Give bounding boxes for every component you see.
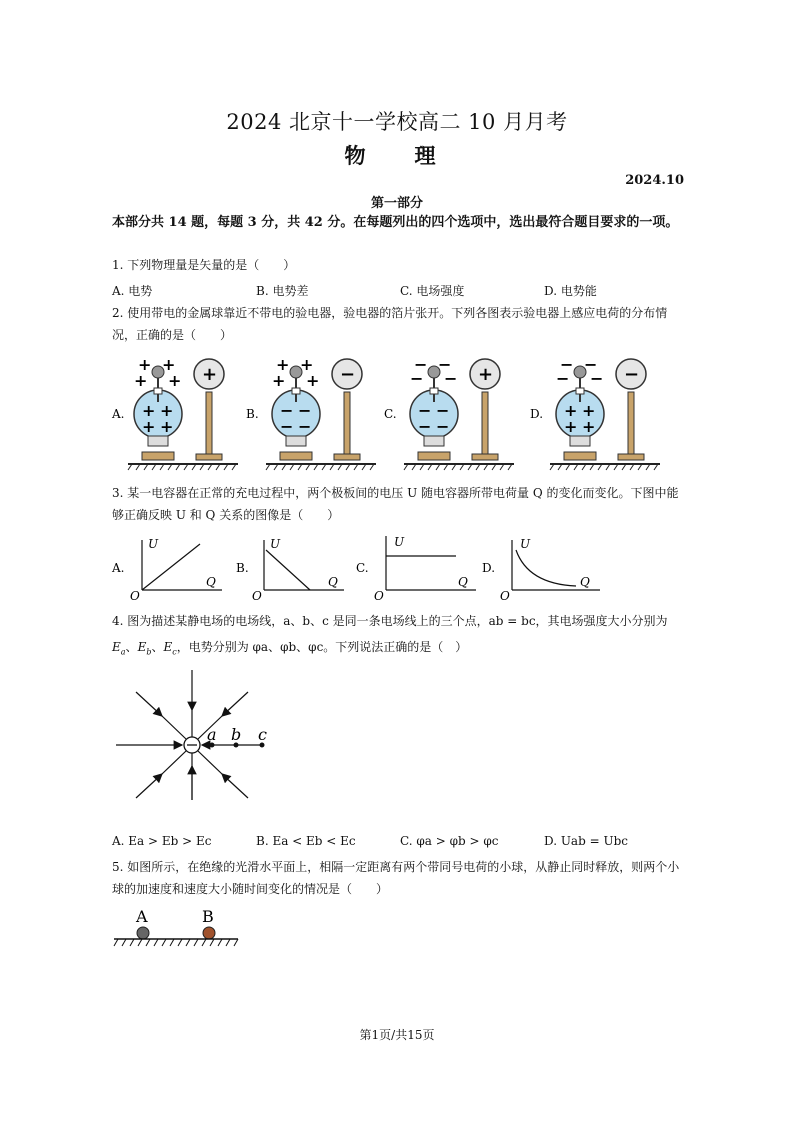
- svg-text:−: −: [436, 401, 450, 420]
- q2-stem: 2. 使用带电的金属球靠近不带电的验电器，验电器的箔片张开。下列各图表示验电器上感应电荷的分布情况，正确的是（ ）: [112, 306, 668, 342]
- q5-stem: 5. 如图所示，在绝缘的光滑水平面上，相隔一定距离有两个带同号电荷的小球，从静止同时释放，则两个小球的加速度和速度大小随时间变化的情况是（ ）: [112, 860, 680, 896]
- svg-text:O: O: [130, 589, 140, 603]
- ball-a-label: A: [136, 907, 148, 926]
- ball-b: [203, 927, 215, 939]
- q2-figure-c: [404, 355, 514, 470]
- svg-text:U: U: [394, 535, 405, 549]
- svg-text:+: +: [160, 401, 174, 420]
- svg-text:+: +: [582, 401, 596, 420]
- q4-option-c: C. φa > φb > φc: [400, 834, 499, 848]
- svg-text:−: −: [438, 355, 452, 374]
- svg-text:−: −: [298, 401, 312, 420]
- svg-text:−: −: [624, 364, 640, 385]
- q4-option-d: D. Uab = Ubc: [544, 834, 628, 848]
- svg-text:Q: Q: [580, 575, 590, 589]
- svg-text:−: −: [556, 369, 570, 388]
- svg-text:+: +: [134, 371, 148, 390]
- svg-text:+: +: [300, 355, 314, 374]
- q3-label-b: B.: [236, 561, 249, 575]
- svg-text:−: −: [298, 417, 312, 436]
- q1-stem: 1. 下列物理量是矢量的是（ ）: [112, 258, 296, 272]
- svg-text:Q: Q: [206, 575, 216, 589]
- svg-text:O: O: [500, 589, 510, 603]
- point-b: b: [231, 725, 242, 744]
- svg-text:−: −: [280, 417, 294, 436]
- ball-a: [137, 927, 149, 939]
- svg-text:U: U: [520, 537, 531, 551]
- svg-text:−: −: [436, 417, 450, 436]
- q1-option-c: C. 电场强度: [400, 284, 465, 298]
- svg-text:Q: Q: [458, 575, 468, 589]
- q2-label-c: C.: [384, 407, 397, 421]
- svg-text:+: +: [306, 371, 320, 390]
- q2-label-b: B.: [246, 407, 259, 421]
- page-footer: 第1页/共15页: [359, 1028, 435, 1042]
- svg-text:+: +: [272, 371, 286, 390]
- q4-option-a: A. Ea > Eb > Ec: [112, 834, 212, 848]
- svg-text:+: +: [276, 355, 290, 374]
- svg-text:−: −: [418, 417, 432, 436]
- part-heading: 第一部分: [370, 196, 423, 211]
- svg-text:+: +: [478, 364, 494, 385]
- svg-text:Q: Q: [328, 575, 338, 589]
- svg-text:U: U: [148, 537, 159, 551]
- q3-label-c: C.: [356, 561, 369, 575]
- q3-graph-c: [374, 535, 476, 603]
- q2-figures: [110, 352, 700, 474]
- svg-text:+: +: [138, 355, 152, 374]
- q2-figure-a: [128, 355, 238, 470]
- exam-date: 2024.10: [625, 173, 684, 188]
- svg-text:−: −: [340, 364, 356, 385]
- svg-text:+: +: [564, 401, 578, 420]
- point-c: c: [258, 725, 267, 744]
- q4-stem-tail: ，电势分别为 φa、φb、φc。下列说法正确的是（ ）: [176, 640, 468, 654]
- q4-stem-line1: 4. 图为描述某静电场的电场线，a、b、c 是同一条电场线上的三个点，ab = bc，其电场强度大小分别为: [112, 614, 668, 628]
- q5-figure: [112, 906, 242, 954]
- svg-text:−: −: [414, 355, 428, 374]
- svg-text:+: +: [162, 355, 176, 374]
- point-a: a: [207, 725, 217, 744]
- q4-field-diagram: [112, 670, 282, 810]
- q1-options: [112, 282, 690, 299]
- svg-text:U: U: [270, 537, 281, 551]
- q4-stem-line2: $E_a$、$E_b$、$E_c$，电势分别为 φa、φb、φc。下列说法正确的是（ ）: [112, 640, 468, 657]
- svg-text:+: +: [142, 401, 156, 420]
- q4-options: [112, 834, 690, 848]
- q2-label-d: D.: [530, 407, 544, 421]
- svg-text:−: −: [560, 355, 574, 374]
- q3-graph-d: [500, 537, 600, 603]
- exam-title: 2024 北京十一学校高二 10 月月考: [226, 110, 568, 134]
- q1-option-b: B. 电势差: [256, 284, 309, 298]
- svg-text:−: −: [590, 369, 604, 388]
- q4-option-b: B. Ea < Eb < Ec: [256, 834, 356, 848]
- q3-graph-b: [252, 537, 344, 603]
- svg-text:−: −: [410, 369, 424, 388]
- q3-graphs: [110, 532, 610, 604]
- svg-text:+: +: [168, 371, 182, 390]
- subject-title: 物 理: [344, 143, 450, 168]
- svg-text:−: −: [418, 401, 432, 420]
- q2-figure-b: [266, 355, 376, 470]
- svg-text:−: −: [280, 401, 294, 420]
- q3-label-a: A.: [112, 561, 125, 575]
- q1-option-d: D. 电势能: [544, 284, 597, 298]
- q3-label-d: D.: [482, 561, 496, 575]
- q3-stem: 3. 某一电容器在正常的充电过程中，两个极板间的电压 U 随电容器所带电荷量 Q 的变化而变化。下图中能够正确反映 U 和 Q 关系的图像是（ ）: [112, 486, 679, 522]
- svg-text:+: +: [160, 417, 174, 436]
- svg-text:+: +: [582, 417, 596, 436]
- svg-text:O: O: [374, 589, 384, 603]
- q2-figure-d: [550, 355, 660, 470]
- svg-text:+: +: [202, 364, 218, 385]
- svg-text:−: −: [584, 355, 598, 374]
- svg-text:−: −: [444, 369, 458, 388]
- svg-text:+: +: [564, 417, 578, 436]
- q2-label-a: A.: [112, 407, 125, 421]
- q3-graph-a: [130, 537, 222, 603]
- svg-text:+: +: [142, 417, 156, 436]
- part-intro: 本部分共 14 题，每题 3 分，共 42 分。在每题列出的四个选项中，选出最符合题目要求的一项。: [112, 215, 679, 230]
- ball-b-label: B: [202, 907, 214, 926]
- svg-text:O: O: [252, 589, 262, 603]
- q1-option-a: A. 电势: [112, 284, 153, 298]
